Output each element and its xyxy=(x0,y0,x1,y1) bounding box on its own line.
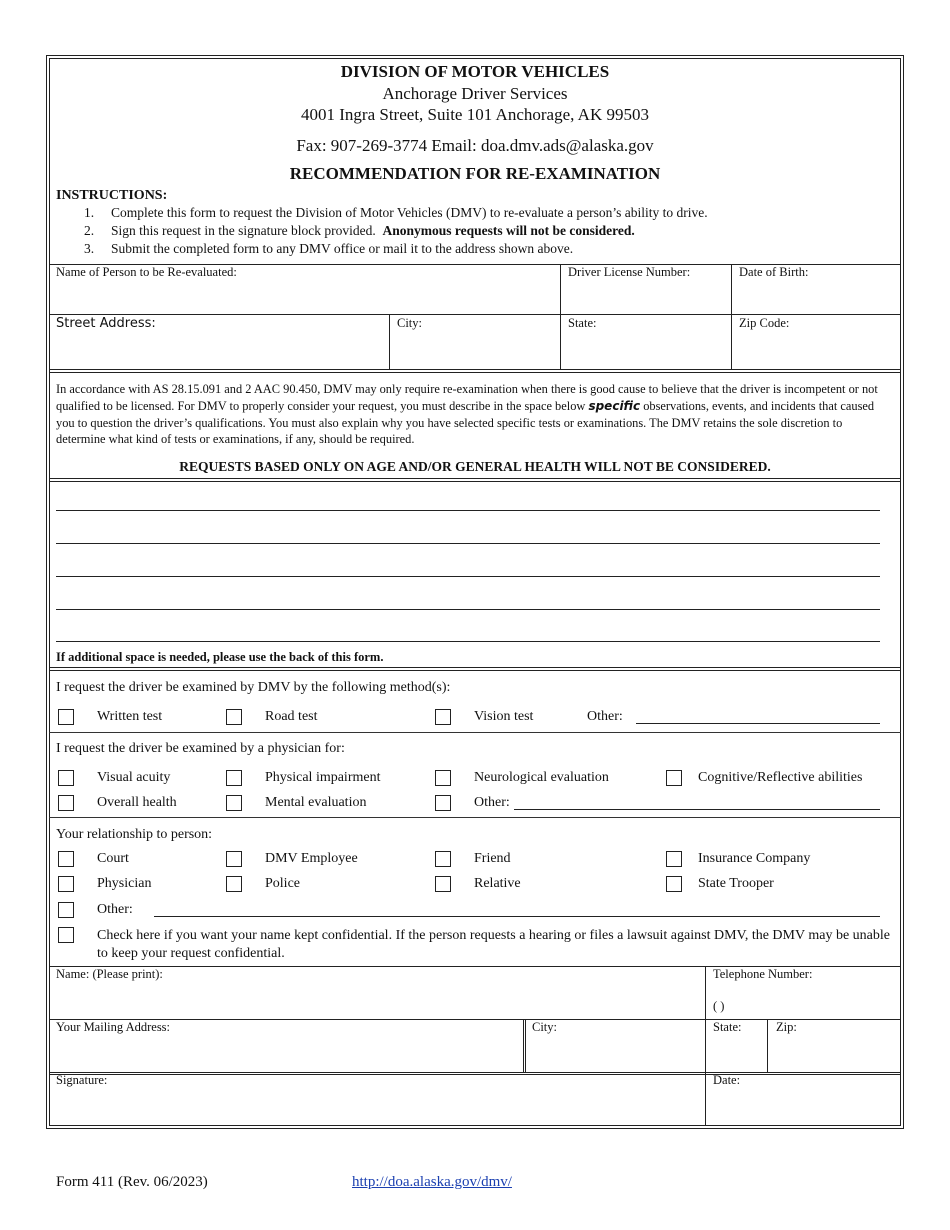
police-label: Police xyxy=(265,876,300,891)
divider xyxy=(49,1072,901,1073)
office-contact: Fax: 907-269-3774 Email: doa.dmv.ads@alaska.gov xyxy=(296,136,654,155)
street-address-field[interactable]: Street Address: xyxy=(56,316,156,331)
insurance-company-label: Insurance Company xyxy=(698,851,811,866)
date-of-birth-field[interactable]: Date of Birth: xyxy=(739,265,809,279)
neurological-evaluation-checkbox[interactable] xyxy=(435,770,451,786)
instruction-text: Submit the completed form to any DMV office or mail it to the address shown above. xyxy=(111,241,574,256)
description-line[interactable] xyxy=(56,510,880,511)
mental-evaluation-checkbox[interactable] xyxy=(226,795,242,811)
instruction-text: Complete this form to request the Division of Motor Vehicles (DMV) to re-evaluate a person’s ability to drive. xyxy=(111,205,708,220)
requester-zip-field[interactable]: Zip: xyxy=(776,1020,797,1034)
police-checkbox[interactable] xyxy=(226,876,242,892)
relative-checkbox[interactable] xyxy=(435,876,451,892)
divider xyxy=(49,1074,901,1075)
relationship-other-label: Other: xyxy=(97,902,133,917)
relationship-other-checkbox[interactable] xyxy=(58,902,74,918)
form-title: RECOMMENDATION FOR RE-EXAMINATION xyxy=(289,164,661,183)
city-field[interactable]: City: xyxy=(397,316,423,330)
vision-test-label: Vision test xyxy=(474,709,534,724)
notice-text: observations, events, and incidents that caused you to question the driver’s qualifications. You must also explain why you have selected specific tests or examinations. The DMV retains the sole discretion to determine what kind of tests or examinations, if any, should be required. xyxy=(56,398,875,447)
divider xyxy=(49,478,901,479)
court-label: Court xyxy=(97,851,129,866)
state-trooper-checkbox[interactable] xyxy=(666,876,682,892)
overall-health-checkbox[interactable] xyxy=(58,795,74,811)
requester-state-field[interactable]: State: xyxy=(713,1020,742,1034)
divider xyxy=(49,817,901,818)
date-field[interactable]: Date: xyxy=(713,1073,741,1087)
state-field[interactable]: State: xyxy=(568,316,597,330)
relationship-question: Your relationship to person: xyxy=(56,827,213,842)
description-line[interactable] xyxy=(56,543,880,544)
form-number: Form 411 (Rev. 06/2023) xyxy=(56,1174,208,1190)
description-line[interactable] xyxy=(56,609,880,610)
visual-acuity-checkbox[interactable] xyxy=(58,770,74,786)
road-test-checkbox[interactable] xyxy=(226,709,242,725)
instruction-number: 3. xyxy=(84,241,95,256)
divider xyxy=(49,369,901,370)
instruction-text-plain: Sign this request in the signature block provided. xyxy=(111,223,376,238)
dmv-other-input[interactable] xyxy=(636,723,880,724)
mailing-address-field[interactable]: Your Mailing Address: xyxy=(56,1020,171,1034)
telephone-area-code: ( ) xyxy=(713,999,725,1013)
divider xyxy=(767,1019,768,1073)
overall-health-label: Overall health xyxy=(97,795,177,810)
agency-name: DIVISION OF MOTOR VEHICLES xyxy=(340,62,610,81)
notice-text: In accordance with AS 28.15.091 and 2 AAC 90.450, DMV may only require re-examination when there is good cause to believe that the driver is incompetent or not qualified to be licensed. For DMV to properly consider your request, you must describe in the space below xyxy=(56,382,878,413)
divider xyxy=(525,1019,526,1073)
relative-label: Relative xyxy=(474,876,521,891)
friend-label: Friend xyxy=(474,851,511,866)
physician-other-label: Other: xyxy=(474,795,510,810)
additional-space-note: If additional space is needed, please use the back of this form. xyxy=(56,650,384,664)
physical-impairment-checkbox[interactable] xyxy=(226,770,242,786)
cognitive-abilities-checkbox[interactable] xyxy=(666,770,682,786)
road-test-label: Road test xyxy=(265,709,318,724)
person-name-field[interactable]: Name of Person to be Re-evaluated: xyxy=(56,265,237,279)
instruction-number: 2. xyxy=(84,223,95,238)
relationship-other-input[interactable] xyxy=(154,916,880,917)
physician-relationship-checkbox[interactable] xyxy=(58,876,74,892)
divider xyxy=(49,670,901,671)
divider xyxy=(49,1019,901,1020)
confidential-checkbox[interactable] xyxy=(58,927,74,943)
office-name: Anchorage Driver Services xyxy=(382,84,568,103)
visual-acuity-label: Visual acuity xyxy=(97,770,171,785)
vision-test-checkbox[interactable] xyxy=(435,709,451,725)
anonymous-warning: Anonymous requests will not be considered. xyxy=(382,223,635,238)
age-health-warning: REQUESTS BASED ONLY ON AGE AND/OR GENERAL HEALTH WILL NOT BE CONSIDERED. xyxy=(179,459,771,474)
dmv-methods-question: I request the driver be examined by DMV by the following method(s): xyxy=(56,680,451,695)
friend-checkbox[interactable] xyxy=(435,851,451,867)
legal-notice xyxy=(56,381,892,448)
divider xyxy=(49,667,901,668)
neurological-evaluation-label: Neurological evaluation xyxy=(474,770,609,785)
description-line[interactable] xyxy=(56,641,880,642)
requester-name-field[interactable]: Name: (Please print): xyxy=(56,967,163,981)
notice-emphasis: specific xyxy=(588,398,641,413)
zip-code-field[interactable]: Zip Code: xyxy=(739,316,790,330)
divider xyxy=(705,966,706,1126)
dmv-employee-checkbox[interactable] xyxy=(226,851,242,867)
physician-other-input[interactable] xyxy=(514,809,880,810)
dmv-other-label: Other: xyxy=(587,709,623,724)
state-trooper-label: State Trooper xyxy=(698,876,774,891)
requester-city-field[interactable]: City: xyxy=(532,1020,558,1034)
cognitive-abilities-label: Cognitive/Reflective abilities xyxy=(698,770,863,785)
dmv-employee-label: DMV Employee xyxy=(265,851,358,866)
physician-relationship-label: Physician xyxy=(97,876,152,891)
mental-evaluation-label: Mental evaluation xyxy=(265,795,367,810)
insurance-company-checkbox[interactable] xyxy=(666,851,682,867)
physician-question: I request the driver be examined by a physician for: xyxy=(56,741,345,756)
instructions-heading: INSTRUCTIONS: xyxy=(56,188,168,203)
divider xyxy=(523,1019,524,1073)
written-test-label: Written test xyxy=(97,709,163,724)
confidential-label: Check here if you want your name kept confidential. If the person requests a hearing or files a lawsuit against DMV, the DMV may be unable to keep your request confidential. xyxy=(97,928,890,961)
signature-field[interactable]: Signature: xyxy=(56,1073,108,1087)
telephone-field[interactable]: Telephone Number: xyxy=(713,967,813,981)
license-number-field[interactable]: Driver License Number: xyxy=(568,265,691,279)
court-checkbox[interactable] xyxy=(58,851,74,867)
divider xyxy=(49,372,901,373)
written-test-checkbox[interactable] xyxy=(58,709,74,725)
divider xyxy=(560,264,561,369)
instruction-number: 1. xyxy=(84,205,95,220)
dmv-website-link[interactable]: http://doa.alaska.gov/dmv/ xyxy=(352,1174,512,1190)
divider xyxy=(49,314,901,315)
divider xyxy=(731,264,732,369)
instruction-text xyxy=(111,223,635,239)
physician-other-checkbox[interactable] xyxy=(435,795,451,811)
physical-impairment-label: Physical impairment xyxy=(265,770,381,785)
description-line[interactable] xyxy=(56,576,880,577)
divider xyxy=(389,314,390,369)
divider xyxy=(49,481,901,482)
divider xyxy=(49,732,901,733)
office-address: 4001 Ingra Street, Suite 101 Anchorage, AK 99503 xyxy=(301,105,649,124)
